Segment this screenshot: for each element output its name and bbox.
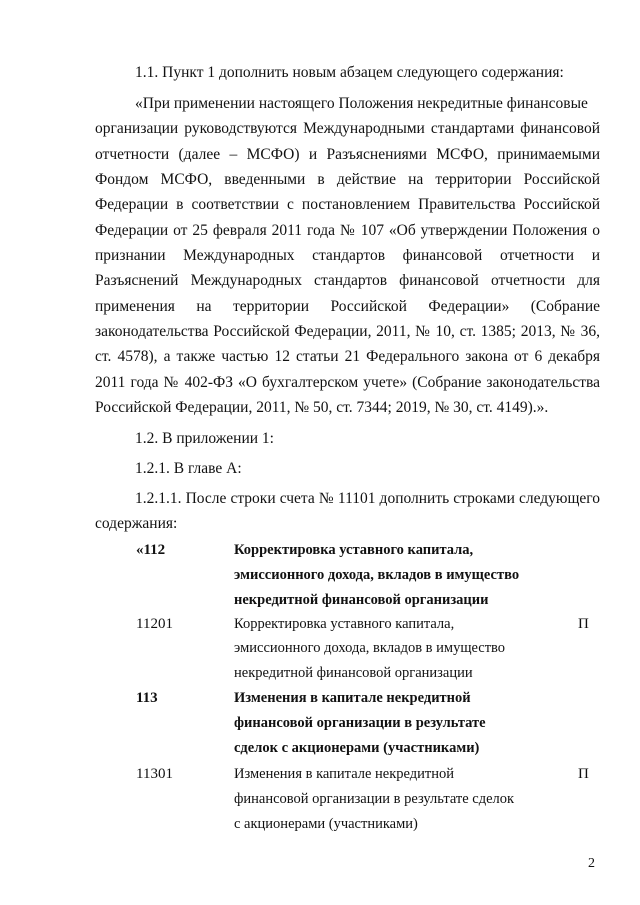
quote-line: законодательства Российской Федерации, 2011, № 10, ст. 1385; 2013, № 36, bbox=[95, 323, 600, 340]
quote-line: 2011 года № 402-ФЗ «О бухгалтерском учете» (Собрание законодательства bbox=[95, 374, 600, 391]
account-name-line: финансовой организации в результате сделок bbox=[234, 791, 515, 807]
paragraph-1-2-1-1-cont: содержания: bbox=[95, 515, 178, 532]
quote-line: «При применении настоящего Положения некредитные финансовые bbox=[135, 95, 588, 112]
account-type: П bbox=[578, 766, 589, 782]
account-name-line: Изменения в капитале некредитной bbox=[234, 690, 471, 706]
quote-line: применения на территории Российской Федерации» (Собрание bbox=[95, 298, 600, 315]
quote-line: организации руководствуются Международными стандартами финансовой bbox=[95, 120, 600, 137]
account-code: «112 bbox=[136, 542, 166, 558]
account-name-line: Корректировка уставного капитала, bbox=[234, 616, 455, 632]
quote-line: признании Международных стандартов финансовой отчетности и bbox=[95, 247, 600, 264]
account-name-line: Изменения в капитале некредитной bbox=[234, 766, 455, 782]
paragraph-1-2-1-1: 1.2.1.1. После строки счета № 11101 дополнить строками следующего bbox=[135, 490, 600, 507]
quote-line: Федерации от 25 февраля 2011 года № 107 «Об утверждении Положения о bbox=[95, 222, 600, 239]
account-name-line: с акционерами (участниками) bbox=[234, 816, 418, 832]
account-name-line: эмиссионного дохода, вкладов в имущество bbox=[234, 567, 520, 583]
quote-line: Российской Федерации, 2011, № 50, ст. 7344; 2019, № 30, ст. 4149).». bbox=[95, 399, 549, 416]
paragraph-1-1: 1.1. Пункт 1 дополнить новым абзацем следующего содержания: bbox=[135, 64, 564, 81]
account-code: 113 bbox=[136, 690, 158, 706]
quote-line: Фондом МСФО, введенными в действие на территории Российской bbox=[95, 171, 600, 188]
account-name-line: эмиссионного дохода, вкладов в имущество bbox=[234, 640, 506, 656]
quote-line: Разъяснений Международных стандартов финансовой отчетности для bbox=[95, 272, 600, 289]
account-code: 11201 bbox=[136, 616, 173, 632]
account-name-line: некредитной финансовой организации bbox=[234, 665, 473, 681]
account-name-line: финансовой организации в результате bbox=[234, 715, 486, 731]
paragraph-1-2: 1.2. В приложении 1: bbox=[135, 430, 274, 447]
account-code: 11301 bbox=[136, 766, 173, 782]
paragraph-1-2-1: 1.2.1. В главе А: bbox=[135, 460, 242, 477]
quote-line: ст. 4578), а также частью 12 статьи 21 Федерального закона от 6 декабря bbox=[95, 348, 600, 365]
account-name-line: Корректировка уставного капитала, bbox=[234, 542, 474, 558]
account-name-line: некредитной финансовой организации bbox=[234, 592, 489, 608]
quote-line: Федерации в соответствии с постановлением Правительства Российской bbox=[95, 196, 600, 213]
quote-line: отчетности (далее – МСФО) и Разъяснениями МСФО, принимаемыми bbox=[95, 146, 600, 163]
account-name-line: сделок с акционерами (участниками) bbox=[234, 740, 480, 756]
account-type: П bbox=[578, 616, 589, 632]
page-number: 2 bbox=[588, 856, 595, 871]
